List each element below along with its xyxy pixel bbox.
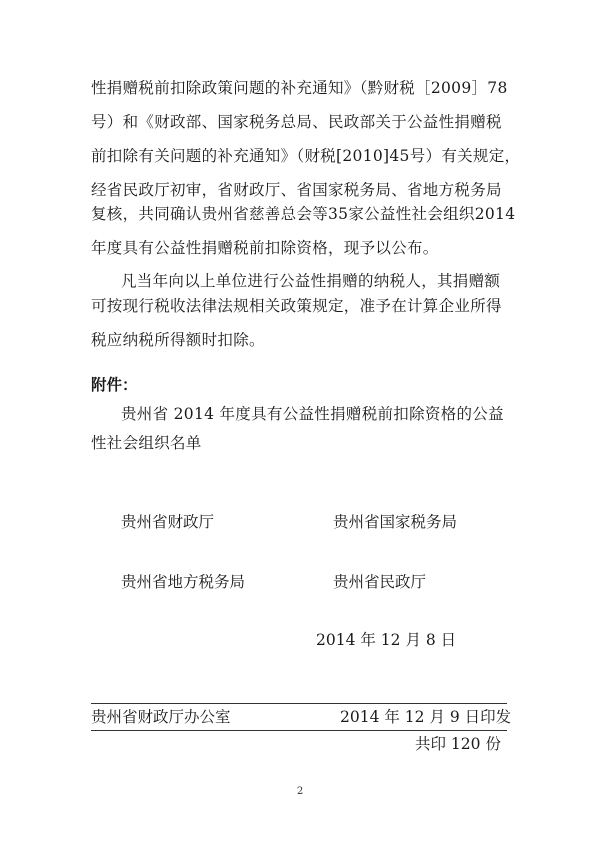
page-number: 2 [296,786,304,797]
footer-print-date: 2014 年 12 月 9 日印发 [340,708,512,726]
body-line-8: 可按现行税收法律法规相关政策规定，准予在计算企业所得 [91,297,502,315]
signatory-civil-affairs: 贵州省民政厅 [333,573,427,591]
body-line-4: 经省民政厅初审，省财政厅、省国家税务局、省地方税务局 [91,181,502,199]
body-line-3: 前扣除有关问题的补充通知》（财税[2010]45号）有关规定， [91,147,521,165]
signatory-national-tax: 贵州省国家税务局 [333,513,458,531]
body-line-2: 号）和《财政部、国家税务总局、民政部关于公益性捐赠税 [91,113,502,131]
body-line-1: 性捐赠税前扣除政策问题的补充通知》（黔财税［2009］78 [91,79,508,97]
footer-office: 贵州省财政厅办公室 [91,708,231,726]
footer-copies: 共印 120 份 [415,735,501,753]
body-line-9: 税应纳税所得额时扣除。 [91,331,265,349]
footer-middle-rule [91,730,507,731]
attachment-line-1: 贵州省 2014 年度具有公益性捐赠税前扣除资格的公益 [121,405,504,423]
signatory-local-tax: 贵州省地方税务局 [121,573,246,591]
signatory-finance-dept: 贵州省财政厅 [121,513,215,531]
attachment-heading: 附件： [91,376,138,394]
attachment-line-2: 性社会组织名单 [91,434,202,452]
body-line-6: 年度具有公益性捐赠税前扣除资格，现予以公布。 [91,239,439,257]
footer-top-rule [91,703,507,704]
body-line-7: 凡当年向以上单位进行公益性捐赠的纳税人，其捐赠额 [121,272,501,290]
issue-date: 2014 年 12 月 8 日 [316,631,457,649]
body-line-5: 复核，共同确认贵州省慈善总会等35家公益性社会组织2014 [91,205,516,223]
